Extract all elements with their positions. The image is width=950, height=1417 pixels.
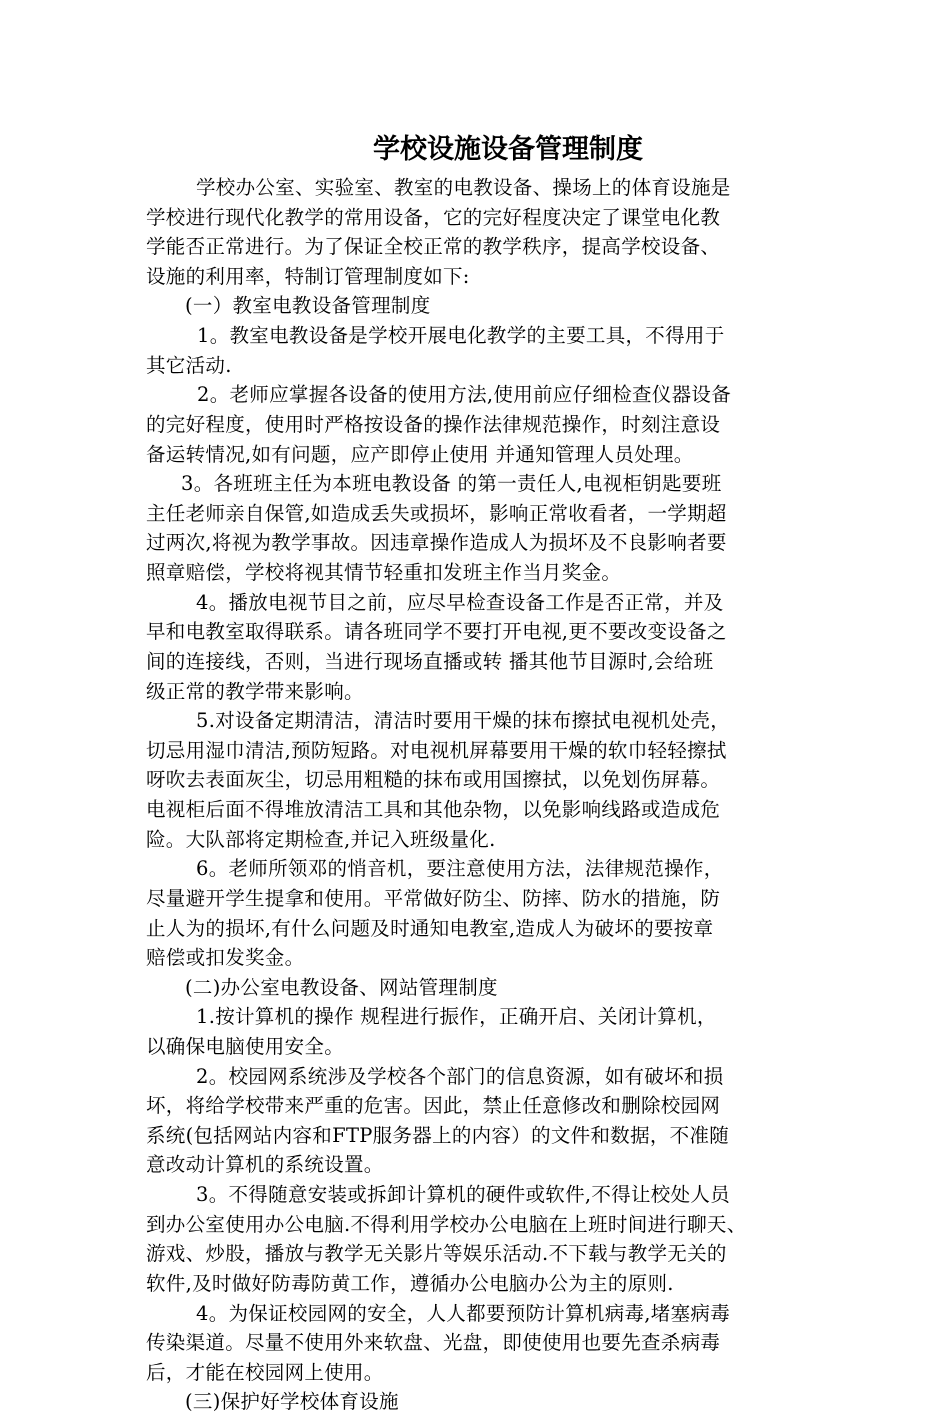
text-line: 坏，将给学校带来严重的危害。因此，禁止任意修改和删除校园网: [146, 1094, 721, 1117]
text-line: 系统(包括网站内容和FTP服务器上的内容）的文件和数据，不准随: [146, 1124, 730, 1147]
section-heading: (二)办公室电教设备、网站管理制度: [185, 976, 498, 999]
text-line: 主任老师亲自保管,如造成丢失或损坏，影响正常收看者，一学期超: [146, 502, 727, 525]
text-line: 2。老师应掌握各设备的使用方法,使用前应仔细检查仪器设备: [197, 383, 732, 406]
text-line: 1。教室电教设备是学校开展电化教学的主要工具，不得用于: [197, 324, 725, 347]
text-line: 5.对设备定期清洁，清洁时要用干燥的抹布擦拭电视机处壳，: [196, 709, 731, 732]
section-heading: (一）教室电教设备管理制度: [185, 294, 431, 317]
text-line: 2。校园网系统涉及学校各个部门的信息资源，如有破坏和损: [196, 1065, 724, 1088]
section-heading: (三)保护好学校体育设施: [185, 1390, 399, 1413]
text-line: 早和电教室取得联系。请各班同学不要打开电视,更不要改变设备之: [146, 620, 727, 643]
text-line: 照章赔偿，学校将视其情节轻重扣发班主作当月奖金。: [146, 561, 622, 584]
text-line: 级正常的教学带来影响。: [146, 680, 364, 703]
text-line: 意改动计算机的系统设置。: [146, 1153, 384, 1176]
text-line: 3。不得随意安装或拆卸计算机的硬件或软件,不得让校处人员: [196, 1183, 731, 1206]
text-line: 电视柜后面不得堆放清洁工具和其他杂物，以免影响线路或造成危: [146, 798, 721, 821]
text-line: 止人为的损坏,有什么问题及时通知电教室,造成人为破坏的要按章: [146, 917, 714, 940]
text-line: 设施的利用率，特制订管理制度如下:: [146, 265, 470, 288]
text-line: 游戏、炒股，播放与教学无关影片等娱乐活动.不下载与教学无关的: [146, 1242, 727, 1265]
text-line: 过两次,将视为教学事故。因违章操作造成人为损坏及不良影响者要: [146, 531, 727, 554]
text-line: 4。播放电视节目之前，应尽早检查设备工作是否正常，并及: [196, 591, 724, 614]
text-line: 后，才能在校园网上使用。: [146, 1361, 384, 1384]
text-line: 学校进行现代化教学的常用设备，它的完好程度决定了课堂电化教: [146, 206, 721, 229]
text-line: 备运转情况,如有问题，应产即停止使用 并通知管理人员处理。: [146, 443, 694, 466]
text-line: 4。为保证校园网的安全，人人都要预防计算机病毒,堵塞病毒: [196, 1302, 731, 1325]
text-line: 学校办公室、实验室、教室的电教设备、操场上的体育设施是: [196, 176, 731, 199]
text-line: 传染渠道。尽量不使用外来软盘、光盘，即使使用也要先查杀病毒: [146, 1331, 721, 1354]
text-line: 赔偿或扣发奖金。: [146, 946, 305, 969]
text-line: 尽量避开学生提拿和使用。平常做好防尘、防摔、防水的措施，防: [146, 887, 721, 910]
text-line: 的完好程度，使用时严格按设备的操作法律规范操作，时刻注意设: [146, 413, 721, 436]
text-line: 3。各班班主任为本班电教设备 的第一责任人,电视柜钥匙要班: [181, 472, 722, 495]
text-line: 到办公室使用办公电脑.不得利用学校办公电脑在上班时间进行聊天、: [146, 1213, 747, 1236]
page-title: 学校设施设备管理制度: [373, 134, 643, 165]
text-line: 以确保电脑使用安全。: [146, 1035, 345, 1058]
text-line: 险。大队部将定期检查,并记入班级量化.: [146, 828, 496, 851]
text-line: 6。老师所领邓的悄音机，要注意使用方法，法律规范操作，: [196, 857, 724, 880]
text-line: 1.按计算机的操作 规程进行振作，正确开启、关闭计算机，: [196, 1005, 717, 1028]
text-line: 软件,及时做好防毒防黄工作，遵循办公电脑办公为主的原则.: [146, 1272, 674, 1295]
text-line: 学能否正常进行。为了保证全校正常的教学秩序，提高学校设备、: [146, 235, 721, 258]
text-line: 间的连接线，否则，当进行现场直播或转 播其他节目源时,会给班: [146, 650, 714, 673]
text-line: 切忌用湿巾清洁,预防短路。对电视机屏幕要用干燥的软巾轻轻擦拭: [146, 739, 727, 762]
text-line: 呀吹去表面灰尘，切忌用粗糙的抹布或用国擦拭，以免划伤屏幕。: [146, 768, 721, 791]
text-line: 其它活动.: [146, 354, 232, 377]
